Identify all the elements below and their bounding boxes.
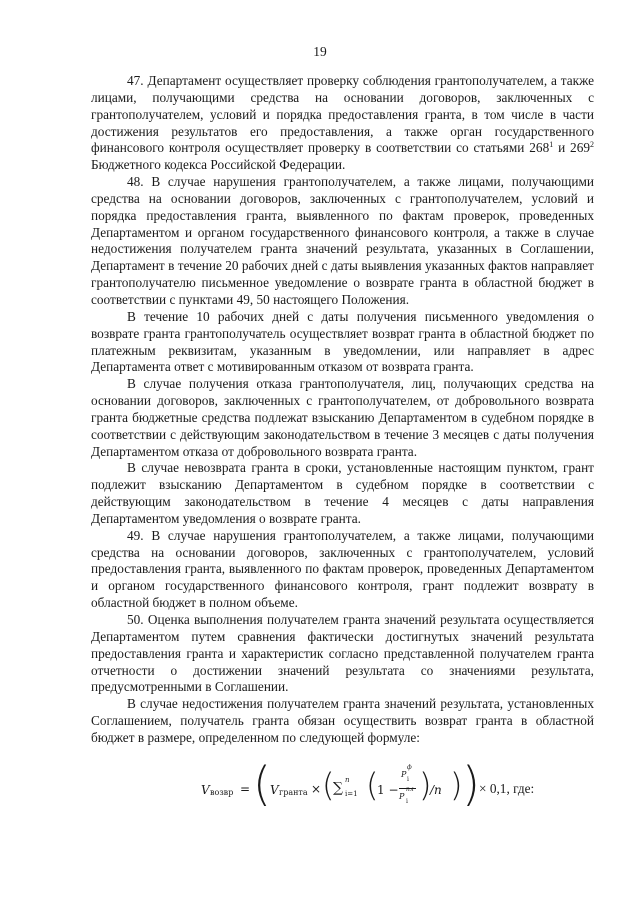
formula-times: ×: [311, 782, 322, 796]
formula-inner-paren-close: ): [419, 766, 432, 804]
budget-code-ref: Бюджетного кодекса Российской Федерации.: [91, 157, 346, 173]
formula-mid-paren-close: ): [450, 766, 463, 804]
paragraph-48-non-return: В случае невозврата гранта в сроки, установленные настоящим пунктом, грант подлежит взысканию Департаментом в судебном порядке в соответствии с действующим законодательством в течение 4 месяцев с даты направления Департаментом уведомления о возврате гранта.: [91, 460, 594, 526]
formula-v2-subscript: гранта: [279, 788, 308, 797]
formula-mid-paren-open: (: [322, 766, 335, 804]
formula-v: V: [201, 783, 210, 797]
article-ref-269: 269: [570, 140, 590, 156]
formula-one-minus: 1 −: [377, 783, 399, 797]
document-body: [91, 73, 594, 747]
formula-fraction-numerator: P: [401, 770, 407, 779]
formula-sigma: ∑: [333, 780, 343, 796]
formula-denominator-sup: пл: [406, 786, 414, 793]
formula-v2: V: [270, 783, 279, 797]
formula-outer-paren-open: (: [253, 757, 271, 811]
formula-outer-paren-close: ): [462, 757, 480, 811]
paragraph-47-text: 47. Департамент осуществляет проверку соблюдения грантополучателем, а также лицами, получающими средства на основании договоров, заключенных с грантополучателем, условий и порядка предоставления гранта, в том числе в части достижения результатов его предоставления, а также орган государственного финансового контроля осуществляет проверку в соответствии со статьями: [91, 73, 594, 156]
formula-numerator-sub: i: [407, 776, 409, 783]
paragraph-48-refusal: В случае получения отказа грантополучателя, лиц, получающих средства на основании договоров, заключенных с грантополучателем, от добровольного возврата гранта бюджетные средства подлежат взысканию Департаментом в судебном порядке в соответствии с действующим законодательством в течение 3 месяцев с даты получения Департаментом отказа от добровольного возврата гранта.: [91, 376, 594, 459]
conjunction: и: [558, 140, 566, 156]
formula-v-subscript: возвр: [210, 788, 234, 797]
paragraph-50-formula-intro: В случае недостижения получателем гранта значений результата, установленных Соглашением, получатель гранта обязан осуществить возврат гранта в областной бюджет в размере, определенном по следующей формуле:: [91, 696, 594, 745]
paragraph-48: 48. В случае нарушения грантополучателем, а также лицами, получающими средства на основании договоров, заключенных с грантополучателем, условий и порядка предоставления гранта, выявленного по фактам проверок, проведенных Департаментом и органом государственного финансового контроля, а также в случае недостижения получателем гранта значений результата, указанных в Соглашении, Департамент в течение 20 рабочих дней с даты выявления указанных фактов направляет грантополучателю письменное уведомление о возврате гранта в областной бюджет в соответствии с пунктами 49, 50 настоящего Положения.: [91, 174, 594, 307]
formula-numerator-sup: ф: [407, 764, 412, 771]
formula-equals: =: [240, 782, 251, 796]
formula-fraction-denominator: P: [399, 792, 405, 801]
paragraph-49: 49. В случае нарушения грантополучателем, а также лицами, получающими средства на основании договоров, заключенных с грантополучателем, условий предоставления гранта, выявленного по фактам проверок, проведенных Департаментом и органом государственного финансового контроля, грант подлежит возврату в областной бюджет в полном объеме.: [91, 527, 594, 611]
paragraph-48-return-term: В течение 10 рабочих дней с даты получения письменного уведомления о возврате гранта грантополучатель осуществляет возврат гранта в областной бюджет по платежным реквизитам, указанным в уведомлении, или направляет в адрес Департамента ответ с мотивированным отказом от возврата гранта.: [91, 308, 594, 375]
formula-inner-paren-open: (: [366, 766, 379, 804]
article-ref-268: 268: [529, 140, 550, 156]
article-ref-268-sup: 1: [549, 140, 554, 150]
formula-sigma-upper: n: [345, 776, 350, 784]
formula-denominator-sub: i: [406, 798, 408, 805]
paragraph-50: 50. Оценка выполнения получателем гранта значений результата осуществляется Департаментом путем сравнения фактически достигнутых значений результата предоставления гранта и характеристик согласно представленной получателем гранта отчетности о достижении значений результата со значениями результата, предусмотренными в Соглашении.: [91, 612, 594, 695]
paragraph-47: [91, 73, 594, 174]
formula-divide-n: /n: [430, 783, 442, 797]
refund-formula: [0, 755, 640, 845]
page-number: 19: [313, 44, 327, 59]
formula-sigma-lower: i=1: [345, 790, 358, 798]
formula-tail: × 0,1, где:: [479, 781, 535, 796]
article-ref-269-sup: 2: [590, 140, 594, 150]
